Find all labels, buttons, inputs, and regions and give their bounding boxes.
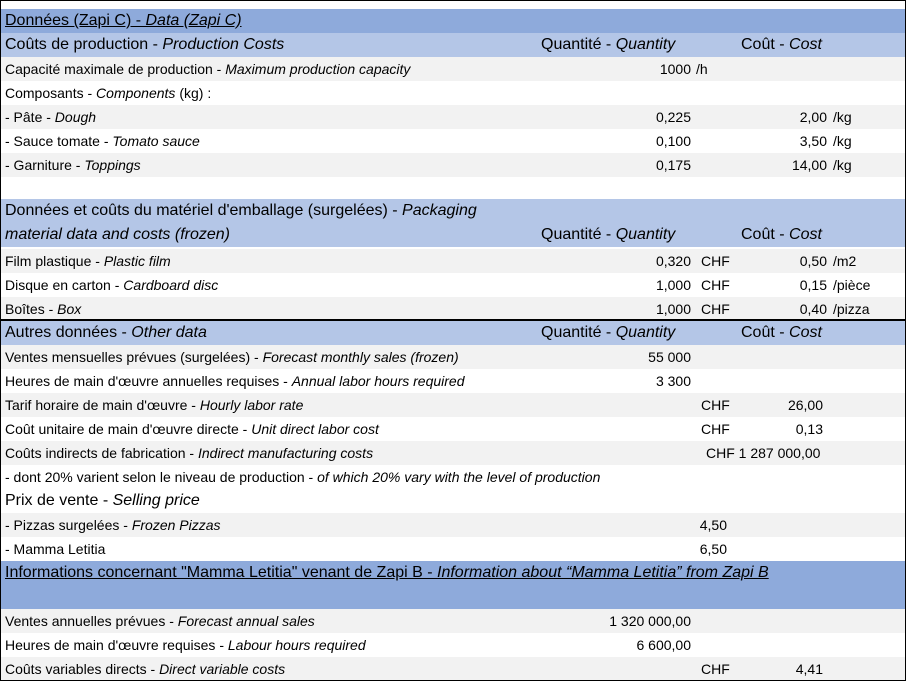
selling-row bbox=[1, 513, 905, 537]
component-row bbox=[1, 105, 905, 129]
sheet-title: Données (Zapi C) - Data (Zapi C) bbox=[5, 12, 242, 29]
cost-header: Coût - Cost bbox=[741, 226, 822, 243]
selling-row bbox=[1, 537, 905, 561]
selling-value: 4,50 bbox=[699, 517, 727, 533]
other-row bbox=[1, 345, 905, 369]
variable-costs-value: 4,41 bbox=[795, 661, 823, 677]
hourly-rate-label: Tarif horaire de main d'œuvre - Hourly labor rate bbox=[5, 397, 304, 413]
packaging-row bbox=[1, 297, 905, 321]
annual-sales-label: Ventes annuelles prévues - Forecast annual sales bbox=[5, 613, 315, 629]
zapi-b-row bbox=[1, 633, 905, 657]
component-label: - Sauce tomate - Tomato sauce bbox=[5, 133, 200, 149]
other-row bbox=[1, 393, 905, 417]
component-qty: 0,225 bbox=[655, 109, 691, 125]
variable-costs-label: Coûts variables directs - Direct variable costs bbox=[5, 661, 286, 677]
production-header-row bbox=[1, 33, 905, 57]
packaging-unit: /pièce bbox=[833, 277, 871, 293]
zapi-b-row bbox=[1, 657, 905, 681]
packaging-label: Disque en carton - Cardboard disc bbox=[5, 277, 219, 293]
packaging-qty: 0,320 bbox=[655, 253, 691, 269]
labour-hours-value: 6 600,00 bbox=[636, 637, 691, 653]
packaging-header-continued: material data and costs (frozen) bbox=[5, 226, 230, 243]
components-row bbox=[1, 81, 905, 105]
packaging-row bbox=[1, 249, 905, 273]
zapi-b-row bbox=[1, 609, 905, 633]
component-unit: /kg bbox=[833, 109, 852, 125]
components-label: Composants - Components (kg) : bbox=[5, 85, 212, 101]
cost-header: Coût - Cost bbox=[741, 36, 822, 53]
indirect-costs-label: Coûts indirects de fabrication - Indirect manufacturing costs bbox=[5, 445, 374, 461]
packaging-unit: /m2 bbox=[833, 253, 857, 269]
component-label: - Pâte - Dough bbox=[5, 109, 97, 125]
annual-hours-value: 3 300 bbox=[655, 373, 691, 389]
component-label: - Garniture - Toppings bbox=[5, 157, 141, 173]
packaging-qty: 1,000 bbox=[655, 277, 691, 293]
variable-note: - dont 20% varient selon le niveau de production - of which 20% vary with the level of production bbox=[5, 469, 601, 485]
other-row bbox=[1, 417, 905, 441]
other-header: Autres données - Other data bbox=[5, 324, 207, 341]
capacity-value: 1000 bbox=[659, 61, 691, 77]
other-row bbox=[1, 441, 905, 465]
annual-sales-value: 1 320 000,00 bbox=[609, 613, 691, 629]
hourly-rate-value: 26,00 bbox=[787, 397, 823, 413]
packaging-qty: 1,000 bbox=[655, 301, 691, 317]
capacity-label: Capacité maximale de production - Maximum production capacity bbox=[5, 61, 411, 77]
title-row bbox=[1, 9, 905, 33]
spacer-row bbox=[1, 177, 905, 201]
packaging-unit: /pizza bbox=[833, 301, 870, 317]
monthly-sales-value: 55 000 bbox=[648, 349, 691, 365]
selling-header: Prix de vente - Selling price bbox=[5, 492, 200, 509]
variable-costs-currency: CHF bbox=[701, 661, 730, 677]
packaging-cost: 0,50 bbox=[799, 253, 827, 269]
unit-labor-cost-label: Coût unitaire de main d'œuvre directe - Unit direct labor cost bbox=[5, 421, 379, 437]
packaging-currency: CHF bbox=[701, 301, 730, 317]
selling-label: - Mamma Letitia bbox=[5, 541, 106, 557]
other-row bbox=[1, 369, 905, 393]
packaging-header: Données et coûts du matériel d'emballage (surgelées) - Packaging bbox=[5, 202, 477, 219]
packaging-label: Film plastique - Plastic film bbox=[5, 253, 171, 269]
packaging-header-row-2 bbox=[1, 223, 905, 247]
selling-header-row bbox=[1, 489, 905, 513]
selling-value: 6,50 bbox=[699, 541, 727, 557]
capacity-unit: /h bbox=[696, 61, 708, 77]
monthly-sales-label: Ventes mensuelles prévues (surgelées) - Forecast monthly sales (frozen) bbox=[5, 349, 459, 365]
component-qty: 0,175 bbox=[655, 157, 691, 173]
packaging-label: Boîtes - Box bbox=[5, 301, 82, 317]
component-cost: 2,00 bbox=[799, 109, 827, 125]
selling-label: - Pizzas surgelées - Frozen Pizzas bbox=[5, 517, 221, 533]
component-cost: 14,00 bbox=[791, 157, 827, 173]
hourly-rate-currency: CHF bbox=[701, 397, 730, 413]
other-row bbox=[1, 465, 905, 489]
packaging-cost: 0,15 bbox=[799, 277, 827, 293]
component-row bbox=[1, 153, 905, 177]
cost-header: Coût - Cost bbox=[741, 324, 822, 341]
indirect-costs-value: CHF 1 287 000,00 bbox=[706, 445, 821, 461]
labour-hours-label: Heures de main d'œuvre requises - Labour hours required bbox=[5, 637, 366, 653]
quantity-header: Quantité - Quantity bbox=[541, 36, 676, 53]
component-unit: /kg bbox=[833, 157, 852, 173]
annual-hours-label: Heures de main d'œuvre annuelles requises - Annual labor hours required bbox=[5, 373, 465, 389]
production-header: Coûts de production - Production Costs bbox=[5, 36, 285, 53]
packaging-cost: 0,40 bbox=[799, 301, 827, 317]
capacity-row bbox=[1, 57, 905, 81]
component-cost: 3,50 bbox=[799, 133, 827, 149]
quantity-header: Quantité - Quantity bbox=[541, 226, 676, 243]
unit-labor-cost-value: 0,13 bbox=[795, 421, 823, 437]
component-row bbox=[1, 129, 905, 153]
zapi-b-banner bbox=[1, 561, 905, 609]
packaging-header-row bbox=[1, 199, 905, 223]
component-qty: 0,100 bbox=[655, 133, 691, 149]
packaging-currency: CHF bbox=[701, 277, 730, 293]
quantity-header: Quantité - Quantity bbox=[541, 324, 676, 341]
packaging-currency: CHF bbox=[701, 253, 730, 269]
component-unit: /kg bbox=[833, 133, 852, 149]
zapi-b-title: Informations concernant "Mamma Letitia" venant de Zapi B - Information about “Mamma Letitia” from Zapi B bbox=[5, 564, 769, 581]
unit-labor-cost-currency: CHF bbox=[701, 421, 730, 437]
packaging-row bbox=[1, 273, 905, 297]
other-header-row bbox=[1, 319, 905, 345]
